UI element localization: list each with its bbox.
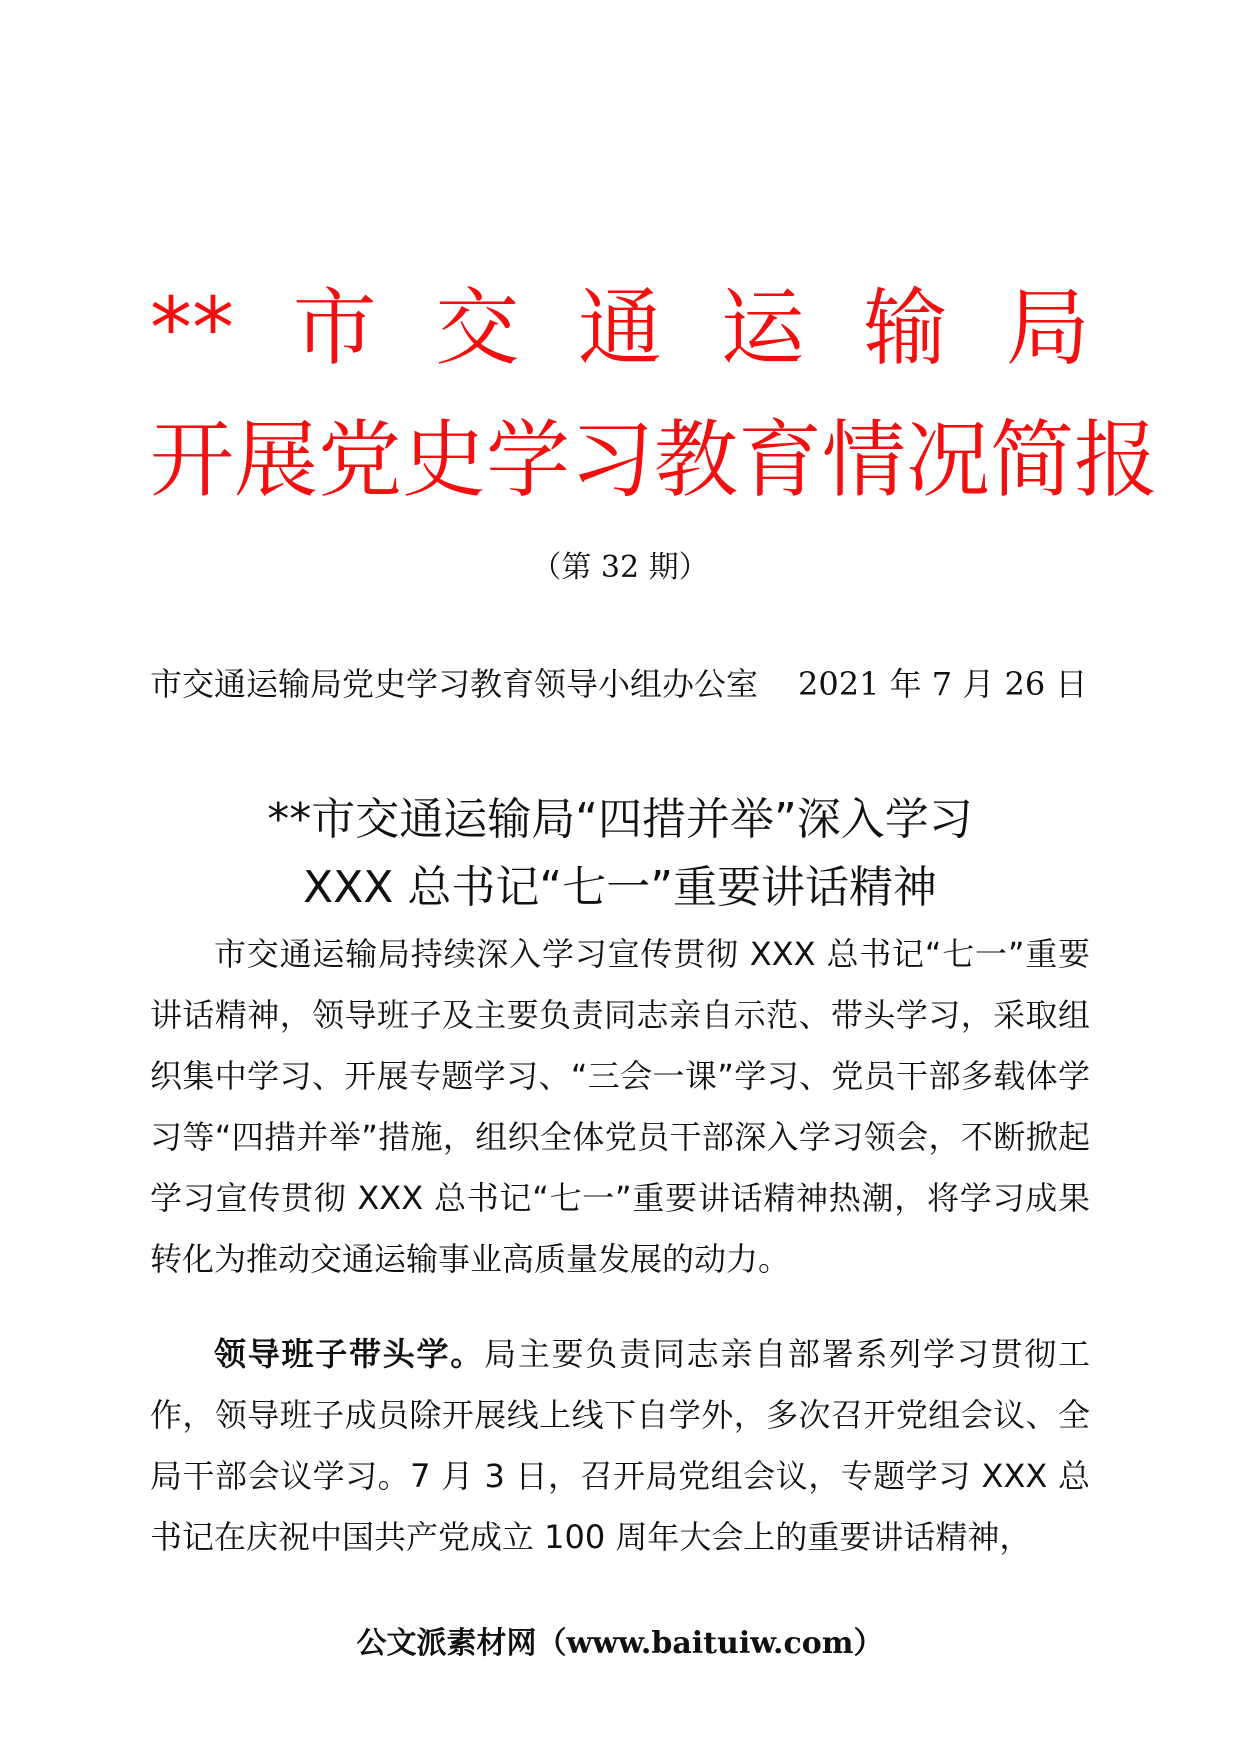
issuer-name: 市交通运输局党史学习教育领导小组办公室 [150, 665, 759, 703]
body-paragraph-1: 市交通运输局持续深入学习宣传贯彻 XXX 总书记“七一”重要讲话精神，领导班子及主要负责同志亲自示范、带头学习，采取组织集中学习、开展专题学习、“三会一课”学习、党员干部多载体学习等“四措并举”措施，组织全体党员干部深入学习领会，不断掀起学习宣传贯彻 XXX 总书记“七一”重要讲话精神热潮，将学习成果转化为推动交通运输事业高质量发展的动力。 [150, 935, 1090, 1278]
article-title-line1: **市交通运输局“四措并举”深入学习 [267, 794, 973, 845]
bulletin-title-line2: 开展党史学习教育情况简报 [150, 411, 1159, 509]
title-char: ** [150, 279, 234, 377]
title-char: 市 [292, 279, 377, 377]
title-char: 运 [720, 279, 805, 377]
title-char: 输 [863, 279, 948, 377]
issuer-row [150, 662, 1090, 706]
article-title-line2: XXX 总书记“七一”重要讲话精神 [302, 862, 937, 913]
body-paragraph-2 [150, 1324, 1090, 1568]
title-char: 交 [435, 279, 520, 377]
title-char: 局 [1005, 279, 1090, 377]
paragraph-text: 局主要负责同志亲自部署系列学习贯彻工作，领导班子成员除开展线上线下自学外，多次召开党组会议、全局干部会议学习。7 月 3 日，召开局党组会议，专题学习 XXX 总书记在庆祝中国共产党成立 100 周年大会上的重要讲话精神， [150, 1335, 1090, 1556]
footer-watermark: 公文派素材网（www.baituiw.com） [356, 1626, 884, 1661]
issue-date: 2021 年 7 月 26 日 [798, 665, 1088, 703]
title-char: 通 [577, 279, 662, 377]
bulletin-title-line1 [150, 278, 1090, 378]
paragraph-lead: 领导班子带头学。 [214, 1335, 485, 1373]
issue-number: （第 32 期） [531, 550, 709, 585]
